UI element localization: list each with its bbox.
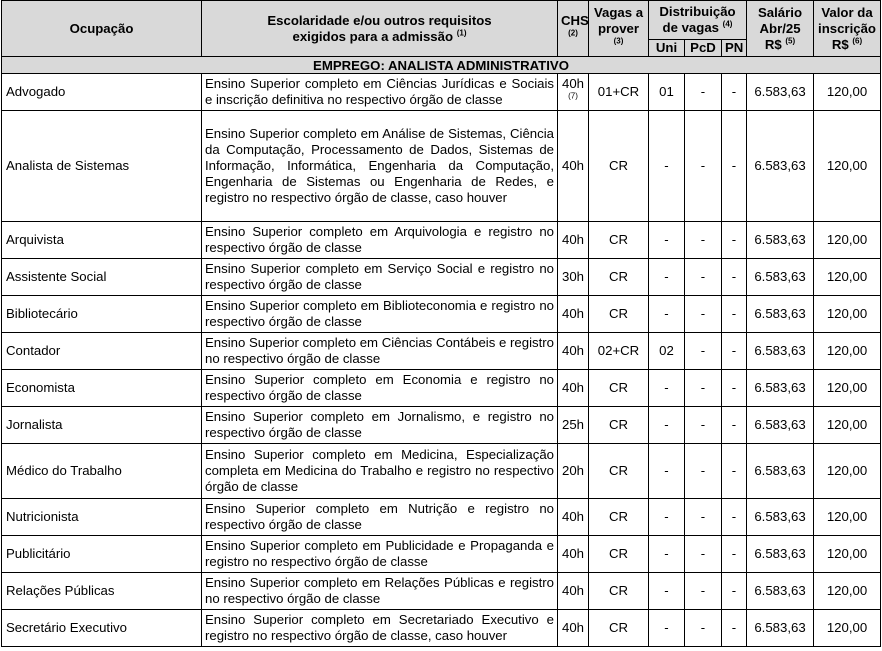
cell-requisitos: Ensino Superior completo em Ciências Jurídicas e Sociais e inscrição definitiva no respectivo órgão de classe bbox=[202, 74, 558, 111]
cell-requisitos: Ensino Superior completo em Economia e registro no respectivo órgão de classe bbox=[202, 370, 558, 407]
cell-chs bbox=[558, 407, 589, 444]
cell-ocupacao: Jornalista bbox=[2, 407, 202, 444]
cell-requisitos: Ensino Superior completo em Nutrição e registro no respectivo órgão de classe bbox=[202, 499, 558, 536]
cell-vagas: CR bbox=[589, 407, 649, 444]
header-vagas: Vagas a prover $^{(3)}$ bbox=[589, 1, 649, 57]
cell-inscricao: 120,00 bbox=[814, 333, 881, 370]
cell-vagas: CR bbox=[589, 573, 649, 610]
cell-pn: - bbox=[722, 536, 747, 573]
chs-value: 40h bbox=[561, 232, 584, 247]
cell-requisitos: Ensino Superior completo em Análise de Sistemas, Ciência da Computação, Processamento de Dados, Sistemas de Informação, Informática, Engenharia da Computação, Engenharia de Sistemas ou Engenharia de Redes, e registro no respectivo órgão de classe, caso houver bbox=[202, 111, 558, 222]
cell-ocupacao: Advogado bbox=[2, 74, 202, 111]
cell-pcd: - bbox=[685, 536, 722, 573]
table-row bbox=[2, 111, 881, 222]
cell-ocupacao: Nutricionista bbox=[2, 499, 202, 536]
chs-value: 40h bbox=[561, 509, 584, 524]
cell-pcd: - bbox=[685, 499, 722, 536]
cell-pcd: - bbox=[685, 296, 722, 333]
cell-pn: - bbox=[722, 296, 747, 333]
chs-value: 30h bbox=[561, 269, 584, 284]
table-row bbox=[2, 499, 881, 536]
cell-vagas: 02+CR bbox=[589, 333, 649, 370]
cell-uni: - bbox=[649, 610, 685, 647]
cell-requisitos: Ensino Superior completo em Biblioteconomia e registro no respectivo órgão de classe bbox=[202, 296, 558, 333]
chs-value: 40h bbox=[561, 380, 584, 395]
cell-chs bbox=[558, 222, 589, 259]
cell-salario: 6.583,63 bbox=[747, 74, 814, 111]
cell-ocupacao: Secretário Executivo bbox=[2, 610, 202, 647]
cell-pn: - bbox=[722, 222, 747, 259]
cell-salario: 6.583,63 bbox=[747, 444, 814, 499]
cell-ocupacao: Relações Públicas bbox=[2, 573, 202, 610]
cell-uni: - bbox=[649, 536, 685, 573]
cell-pcd: - bbox=[685, 74, 722, 111]
cell-pcd: - bbox=[685, 610, 722, 647]
cell-chs bbox=[558, 111, 589, 222]
cell-pn: - bbox=[722, 370, 747, 407]
cell-inscricao: 120,00 bbox=[814, 222, 881, 259]
vacancies-table bbox=[1, 0, 881, 647]
cell-salario: 6.583,63 bbox=[747, 222, 814, 259]
cell-inscricao: 120,00 bbox=[814, 259, 881, 296]
cell-vagas: CR bbox=[589, 296, 649, 333]
cell-pn: - bbox=[722, 74, 747, 111]
cell-chs bbox=[558, 333, 589, 370]
cell-inscricao: 120,00 bbox=[814, 499, 881, 536]
header-salario: Salário Abr/25 R$ $^{(5)}$ bbox=[747, 1, 814, 57]
cell-pcd: - bbox=[685, 407, 722, 444]
cell-pn: - bbox=[722, 444, 747, 499]
cell-salario: 6.583,63 bbox=[747, 407, 814, 444]
header-chs: CHS $^{(2)}$ bbox=[558, 1, 589, 57]
cell-uni: - bbox=[649, 259, 685, 296]
cell-salario: 6.583,63 bbox=[747, 296, 814, 333]
chs-value: 40h bbox=[561, 306, 584, 321]
cell-uni: - bbox=[649, 499, 685, 536]
table-row bbox=[2, 333, 881, 370]
header-pcd: PcD bbox=[685, 40, 722, 57]
cell-inscricao: 120,00 bbox=[814, 370, 881, 407]
cell-uni: - bbox=[649, 407, 685, 444]
table-row bbox=[2, 536, 881, 573]
cell-inscricao: 120,00 bbox=[814, 296, 881, 333]
cell-pcd: - bbox=[685, 222, 722, 259]
cell-salario: 6.583,63 bbox=[747, 111, 814, 222]
cell-pn: - bbox=[722, 333, 747, 370]
cell-ocupacao: Assistente Social bbox=[2, 259, 202, 296]
cell-ocupacao: Publicitário bbox=[2, 536, 202, 573]
chs-value: 40h bbox=[561, 76, 584, 91]
chs-note: (7) bbox=[568, 91, 578, 101]
header-pn: PN bbox=[722, 40, 747, 57]
header-distribuicao: Distribuição de vagas $^{(4)}$ bbox=[649, 1, 747, 40]
chs-value: 40h bbox=[561, 343, 584, 358]
chs-value: 40h bbox=[561, 158, 584, 173]
cell-chs bbox=[558, 444, 589, 499]
table-row bbox=[2, 610, 881, 647]
table-row bbox=[2, 296, 881, 333]
cell-chs bbox=[558, 499, 589, 536]
cell-requisitos: Ensino Superior completo em Medicina, Especialização completa em Medicina do Trabalho e registro no respectivo órgão de classe bbox=[202, 444, 558, 499]
cell-pcd: - bbox=[685, 444, 722, 499]
table-body bbox=[2, 57, 881, 647]
cell-pcd: - bbox=[685, 333, 722, 370]
cell-requisitos: Ensino Superior completo em Serviço Social e registro no respectivo órgão de classe bbox=[202, 259, 558, 296]
cell-pn: - bbox=[722, 259, 747, 296]
cell-uni: - bbox=[649, 111, 685, 222]
cell-salario: 6.583,63 bbox=[747, 259, 814, 296]
cell-inscricao: 120,00 bbox=[814, 111, 881, 222]
cell-pn: - bbox=[722, 111, 747, 222]
cell-inscricao: 120,00 bbox=[814, 444, 881, 499]
cell-pn: - bbox=[722, 573, 747, 610]
cell-vagas: CR bbox=[589, 444, 649, 499]
table-row bbox=[2, 222, 881, 259]
cell-ocupacao: Bibliotecário bbox=[2, 296, 202, 333]
cell-inscricao: 120,00 bbox=[814, 536, 881, 573]
cell-requisitos: Ensino Superior completo em Jornalismo, e registro no respectivo órgão de classe bbox=[202, 407, 558, 444]
table-row bbox=[2, 573, 881, 610]
cell-pn: - bbox=[722, 610, 747, 647]
cell-inscricao: 120,00 bbox=[814, 610, 881, 647]
cell-requisitos: Ensino Superior completo em Relações Públicas e registro no respectivo órgão de classe bbox=[202, 573, 558, 610]
cell-uni: - bbox=[649, 296, 685, 333]
cell-ocupacao: Economista bbox=[2, 370, 202, 407]
cell-pcd: - bbox=[685, 111, 722, 222]
cell-vagas: CR bbox=[589, 536, 649, 573]
cell-salario: 6.583,63 bbox=[747, 573, 814, 610]
cell-chs bbox=[558, 296, 589, 333]
cell-salario: 6.583,63 bbox=[747, 499, 814, 536]
cell-salario: 6.583,63 bbox=[747, 370, 814, 407]
header-inscricao: Valor da inscrição R$ $^{(6)}$ bbox=[814, 1, 881, 57]
cell-pcd: - bbox=[685, 259, 722, 296]
cell-salario: 6.583,63 bbox=[747, 610, 814, 647]
chs-value: 40h bbox=[561, 546, 584, 561]
cell-chs bbox=[558, 370, 589, 407]
chs-value: 40h bbox=[561, 583, 584, 598]
cell-salario: 6.583,63 bbox=[747, 333, 814, 370]
cell-uni: - bbox=[649, 222, 685, 259]
cell-inscricao: 120,00 bbox=[814, 74, 881, 111]
table-row bbox=[2, 407, 881, 444]
table-row bbox=[2, 370, 881, 407]
cell-vagas: CR bbox=[589, 259, 649, 296]
cell-ocupacao: Arquivista bbox=[2, 222, 202, 259]
header-ocupacao: Ocupação bbox=[2, 1, 202, 57]
cell-vagas: 01+CR bbox=[589, 74, 649, 111]
table-header bbox=[2, 1, 881, 57]
cell-vagas: CR bbox=[589, 111, 649, 222]
cell-chs bbox=[558, 536, 589, 573]
cell-salario: 6.583,63 bbox=[747, 536, 814, 573]
cell-ocupacao: Médico do Trabalho bbox=[2, 444, 202, 499]
cell-uni: 02 bbox=[649, 333, 685, 370]
table-row bbox=[2, 444, 881, 499]
table-row bbox=[2, 74, 881, 111]
cell-vagas: CR bbox=[589, 370, 649, 407]
section-title: EMPREGO: ANALISTA ADMINISTRATIVO bbox=[2, 57, 881, 74]
cell-requisitos: Ensino Superior completo em Publicidade e Propaganda e registro no respectivo órgão de classe bbox=[202, 536, 558, 573]
cell-pcd: - bbox=[685, 370, 722, 407]
cell-requisitos: Ensino Superior completo em Secretariado Executivo e registro no respectivo órgão de classe, caso houver bbox=[202, 610, 558, 647]
cell-chs bbox=[558, 610, 589, 647]
chs-value: 40h bbox=[561, 620, 584, 635]
cell-vagas: CR bbox=[589, 222, 649, 259]
cell-pn: - bbox=[722, 407, 747, 444]
header-escolaridade: Escolaridade e/ou outros requisitos exigidos para a admissão $^{(1)}$ bbox=[202, 1, 558, 57]
cell-uni: - bbox=[649, 573, 685, 610]
cell-inscricao: 120,00 bbox=[814, 407, 881, 444]
cell-pcd: - bbox=[685, 573, 722, 610]
chs-value: 20h bbox=[561, 463, 584, 478]
cell-pn: - bbox=[722, 499, 747, 536]
chs-value: 25h bbox=[561, 417, 584, 432]
cell-uni: - bbox=[649, 444, 685, 499]
cell-uni: - bbox=[649, 370, 685, 407]
cell-chs bbox=[558, 573, 589, 610]
cell-ocupacao: Contador bbox=[2, 333, 202, 370]
cell-inscricao: 120,00 bbox=[814, 573, 881, 610]
cell-vagas: CR bbox=[589, 499, 649, 536]
cell-vagas: CR bbox=[589, 610, 649, 647]
cell-ocupacao: Analista de Sistemas bbox=[2, 111, 202, 222]
cell-chs bbox=[558, 74, 589, 111]
cell-requisitos: Ensino Superior completo em Arquivologia e registro no respectivo órgão de classe bbox=[202, 222, 558, 259]
cell-uni: 01 bbox=[649, 74, 685, 111]
table-row bbox=[2, 259, 881, 296]
cell-requisitos: Ensino Superior completo em Ciências Contábeis e registro no respectivo órgão de classe bbox=[202, 333, 558, 370]
header-uni: Uni bbox=[649, 40, 685, 57]
cell-chs bbox=[558, 259, 589, 296]
